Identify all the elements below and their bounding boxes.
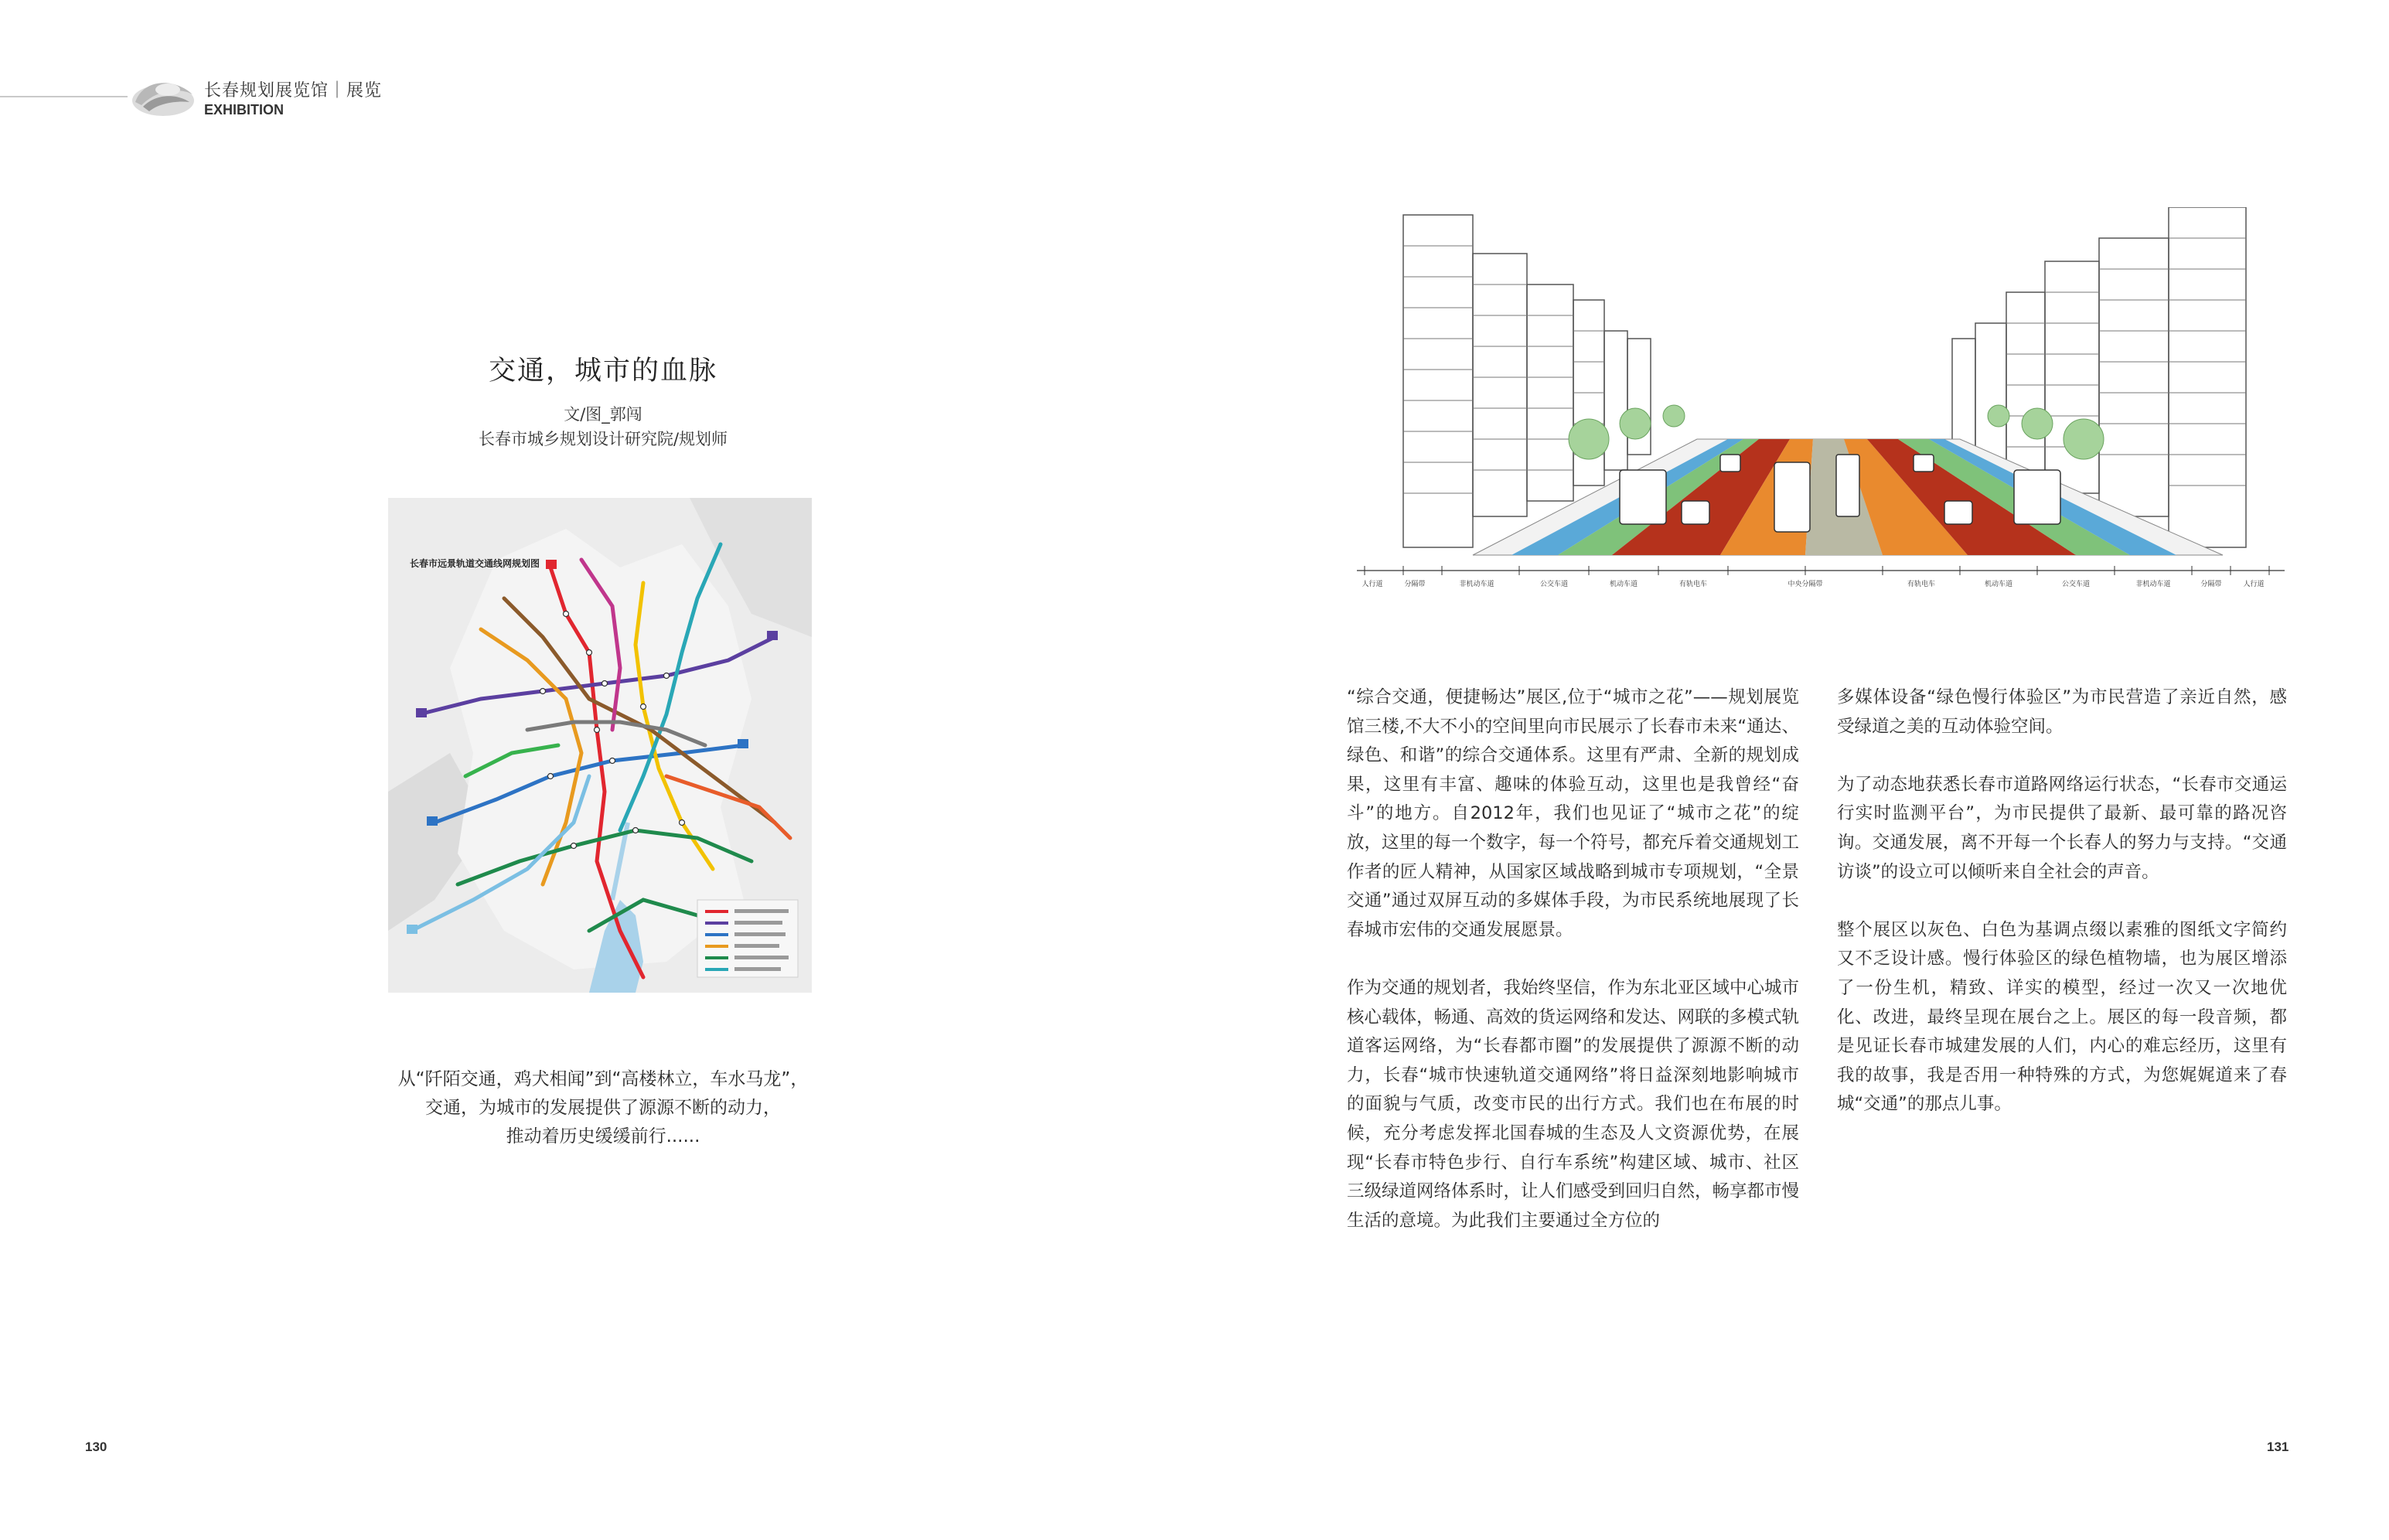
map-title: 长春市远景轨道交通线网规划图 [410,558,540,569]
body-paragraph: 为了动态地获悉长春市道路网络运行状态，“长春市交通运行实时监测平台”，为市民提供了最新、最可靠的路况咨询。交通发展，离不开每一个长春人的努力与支持。“交通访谈”的设立可以倾听来自全社会的声音。 [1837,774,2287,882]
street-label: 非机动车道 [1459,581,1494,588]
author-affiliation: 长春市城乡规划设计研究院/规划师 [478,430,728,448]
section-title: 长春规划展览馆｜展览 [204,81,383,101]
body-column-2 [1837,683,2287,1119]
pull-quote [309,1065,897,1151]
article-title: 交通，城市的血脉 [488,356,717,387]
street-label: 人行道 [1361,581,1383,588]
body-column-1 [1347,683,1799,1235]
street-label: 公交车道 [1539,581,1569,588]
street-label: 分隔带 [2200,581,2222,588]
page-number-right: 131 [2267,1439,2289,1454]
street-label: 分隔带 [1404,581,1426,588]
byline: 文/图_郭闯 [564,405,642,424]
street-label: 人行道 [2243,581,2265,588]
body-paragraph: 作为交通的规划者，我始终坚信，作为东北亚区域中心城市核心载体，畅通、高效的货运网络和发达、网联的多模式轨道客运网络，为“长春都市圈”的发展提供了源源不断的动力，长春“城市快速轨道交通网络”将日益深刻地影响城市的面貌与气质，改变市民的出行方式。我们也在布展的时候，充分考虑发挥北国春城的生态及人文资源优势，在展现“长春市特色步行、自行车系统”构建区域、城市、社区三级绿道网络体系时，让人们感受到回归自然，畅享都市慢生活的意境。为此我们主要通过全方位的 [1347,977,1800,1231]
street-label: 机动车道 [1609,581,1638,588]
header-rule [0,96,128,97]
street-label: 有轨电车 [1907,581,1936,588]
section-subtitle: EXHIBITION [204,102,285,118]
body-paragraph: “综合交通，便捷畅达”展区,位于“城市之花”——规划展览馆三楼,不大不小的空间里向市民展示了长春市未来“通达、绿色、和谐”的综合交通体系。这里有严肃、全新的规划成果，这里有丰富、趣味的体验互动，这里也是我曾经“奋斗”的地方。自2012年，我们也见证了“城市之花”的绽放，这里的每一个数字，每一个符号，都充斥着交通规划工作者的匠人精神，从国家区域战略到城市专项规划，“全景交通”通过双屏互动的多媒体手段，为市民系统地展现了长春城市宏伟的交通发展愿景。 [1347,687,1800,940]
rail-network-map [388,498,812,993]
page-number-left: 130 [85,1439,107,1454]
quote-line: 推动着历史缓缓前行...... [506,1126,700,1146]
quote-line: 从“阡陌交通，鸡犬相闻”到“高楼林立，车水马龙”， [397,1069,809,1089]
rail-network-map-graphic [388,498,812,993]
body-paragraph: 整个展区以灰色、白色为基调点缀以素雅的图纸文字简约又不乏设计感。慢行体验区的绿色植物墙，也为展区增添了一份生机，精致、详实的模型，经过一次又一次地优化、改进，最终呈现在展台之上。展区的每一段音频，都是见证长春市城建发展的人们，内心的难忘经历，这里有我的故事，我是否用一种特殊的方式，为您娓娓道来了春城“交通”的那点儿事。 [1837,919,2287,1115]
body-paragraph: 多媒体设备“绿色慢行体验区”为市民营造了亲近自然，感受绿道之美的互动体验空间。 [1837,687,2287,737]
street-label: 公交车道 [2061,581,2091,588]
exhibition-hall-logo-icon [128,71,197,122]
street-label: 机动车道 [1984,581,2013,588]
street-cross-section-illustration [1357,207,2285,594]
street-label: 中央分隔带 [1787,581,1823,588]
street-label: 非机动车道 [2135,581,2171,588]
quote-line: 交通，为城市的发展提供了源源不断的动力， [425,1098,781,1118]
street-label: 有轨电车 [1678,581,1708,588]
